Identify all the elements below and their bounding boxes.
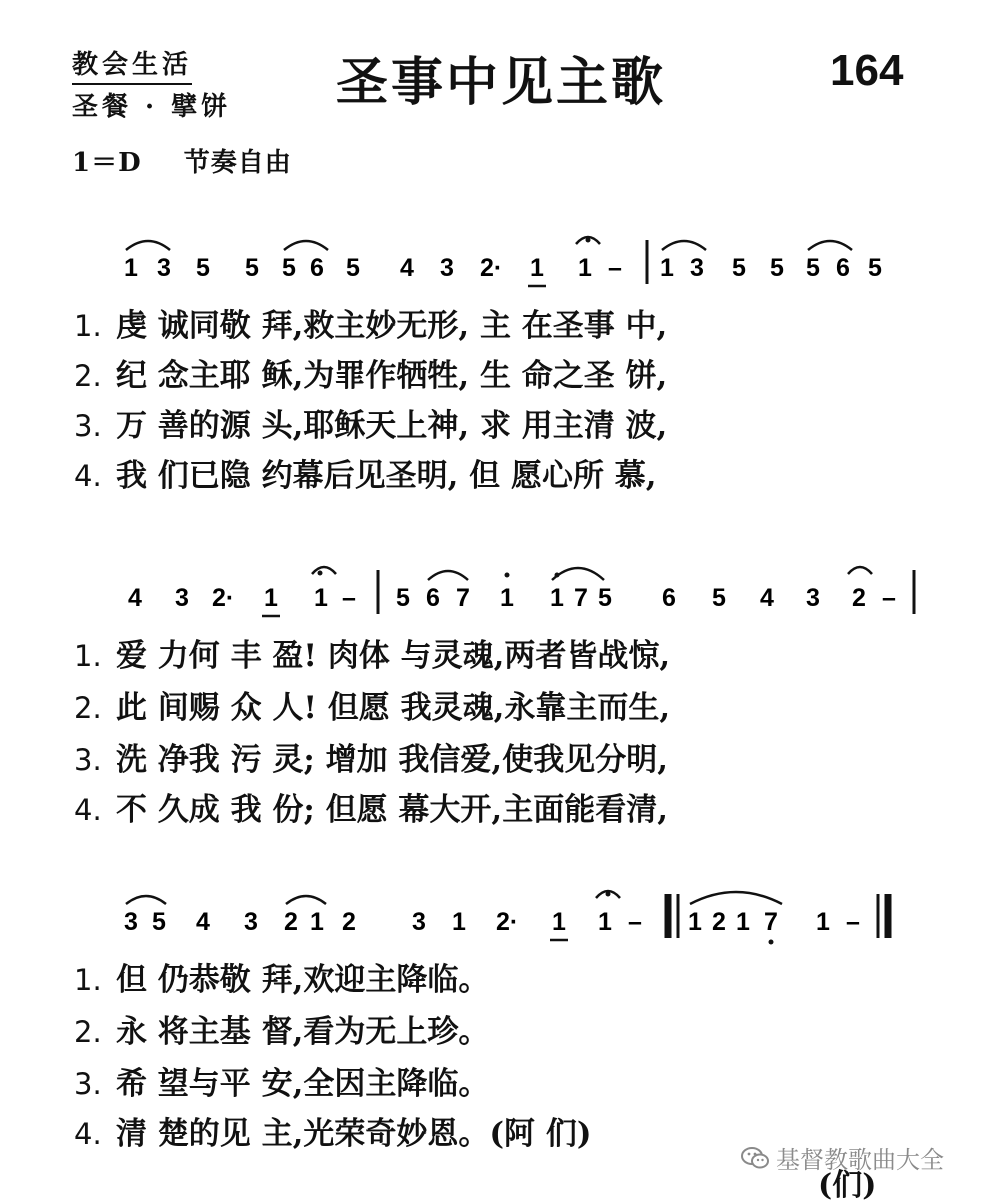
verse-number: 2.	[74, 691, 102, 725]
verse-line	[74, 630, 670, 675]
note: 6	[662, 584, 676, 612]
note: –	[846, 908, 860, 936]
wechat-icon	[740, 1145, 770, 1171]
note: 2	[342, 908, 356, 936]
note: 2	[852, 584, 866, 612]
verse-line	[74, 1006, 489, 1051]
note: 3	[440, 254, 454, 282]
note: 1	[264, 584, 278, 612]
note: 2·	[496, 908, 519, 936]
verse-text: 不 久成 我 份; 但愿 幕大开,主面能看清,	[116, 792, 668, 828]
verse-text: 纪 念主耶 稣,为罪作牺牲, 生 命之圣 饼,	[116, 358, 668, 394]
verse-line	[74, 450, 657, 495]
verse-text: 爱 力何 丰 盈! 肉体 与灵魂,两者皆战惊,	[116, 638, 671, 674]
note: 2	[284, 908, 298, 936]
note: 3	[175, 584, 189, 612]
note: 5	[282, 254, 296, 282]
fermata	[312, 567, 336, 574]
amen-tail: (们)	[818, 1168, 877, 1203]
slur	[428, 571, 468, 580]
note: 2	[712, 908, 726, 936]
note: –	[628, 908, 642, 936]
note: 6	[836, 254, 850, 282]
note: 1	[310, 908, 324, 936]
note: –	[882, 584, 896, 612]
hymn-number: 164	[830, 46, 904, 95]
note: 1	[550, 584, 564, 612]
note: 5	[245, 254, 259, 282]
note: 6	[310, 254, 324, 282]
category-line1: 教会生活	[72, 44, 192, 85]
note: 1	[452, 908, 466, 936]
note: 5	[152, 908, 166, 936]
verse-number: 4.	[74, 793, 102, 827]
verse-text: 希 望与平 安,全因主降临。	[116, 1066, 490, 1102]
note: 5	[346, 254, 360, 282]
verse-text: 但 仍恭敬 拜,欢迎主降临。	[116, 962, 490, 998]
verse-number: 2.	[74, 1015, 102, 1049]
note: 3	[157, 254, 171, 282]
note: 1	[688, 908, 702, 936]
slur	[552, 568, 604, 580]
verse-text: 清 楚的见 主,光荣奇妙恩。(阿 们)	[116, 1116, 592, 1152]
verse-text: 洗 净我 污 灵; 增加 我信爱,使我见分明,	[116, 742, 668, 778]
verse-text: 虔 诚同敬 拜,救主妙无形, 主 在圣事 中,	[116, 308, 668, 344]
slur	[808, 241, 852, 250]
verse-line	[74, 350, 667, 395]
verse-number: 4.	[74, 459, 102, 493]
note: 1	[660, 254, 674, 282]
watermark	[740, 1140, 944, 1175]
verse-text: 万 善的源 头,耶稣天上神, 求 用主清 波,	[116, 408, 668, 444]
low-dot	[769, 940, 774, 945]
note: 4	[400, 254, 414, 282]
note: 1	[314, 584, 328, 612]
fermata	[848, 567, 872, 574]
high-dot	[318, 571, 323, 576]
fermata-dot	[606, 892, 611, 897]
note: 5	[598, 584, 612, 612]
note: 3	[690, 254, 704, 282]
tempo-marking: 节奏自由	[183, 148, 292, 178]
verse-line	[74, 1058, 489, 1103]
note: –	[342, 584, 356, 612]
slur	[690, 892, 782, 904]
note: 5	[770, 254, 784, 282]
note: 1	[736, 908, 750, 936]
verse-number: 2.	[74, 359, 102, 393]
note: 5	[868, 254, 882, 282]
verse-text: 此 间赐 众 人! 但愿 我灵魂,永靠主而生,	[116, 690, 671, 726]
system-2-notes	[128, 567, 914, 616]
note: 4	[196, 908, 210, 936]
note: 5	[196, 254, 210, 282]
note: 4	[760, 584, 774, 612]
category-line2: 圣餐 · 擘饼	[72, 92, 232, 122]
high-dot	[505, 573, 510, 578]
note: 1	[124, 254, 138, 282]
verse-number: 1.	[74, 309, 102, 343]
note: 1	[530, 254, 544, 282]
note: 1	[500, 584, 514, 612]
note: 1	[816, 908, 830, 936]
note: –	[608, 254, 622, 282]
verse-line	[74, 784, 668, 829]
verse-number: 1.	[74, 963, 102, 997]
note: 5	[396, 584, 410, 612]
slur	[126, 896, 166, 904]
verse-line	[74, 682, 670, 727]
verse-text: 永 将主基 督,看为无上珍。	[116, 1014, 490, 1050]
hymn-title: 圣事中见主歌	[336, 52, 667, 113]
note: 1	[552, 908, 566, 936]
verse-number: 3.	[74, 409, 102, 443]
verse-number: 3.	[74, 743, 102, 777]
verse-line	[74, 954, 489, 999]
fermata-dot	[586, 238, 591, 243]
key-signature: 1＝D	[72, 148, 142, 178]
slur	[662, 241, 706, 250]
watermark-text: 基督教歌曲大全	[776, 1146, 944, 1174]
verse-number: 4.	[74, 1117, 102, 1151]
slur	[284, 241, 328, 250]
note: 6	[426, 584, 440, 612]
verse-number: 3.	[74, 1067, 102, 1101]
note: 5	[712, 584, 726, 612]
slur	[126, 241, 170, 250]
note: 3	[806, 584, 820, 612]
verse-line	[74, 400, 667, 445]
note: 2·	[212, 584, 235, 612]
note: 5	[732, 254, 746, 282]
verse-line	[74, 1108, 592, 1153]
note: 3	[412, 908, 426, 936]
note: 4	[128, 584, 142, 612]
verse-line	[74, 300, 667, 345]
note: 7	[574, 584, 588, 612]
note: 1	[578, 254, 592, 282]
note: 5	[806, 254, 820, 282]
verse-text: 我 们已隐 约幕后见圣明, 但 愿心所 慕,	[116, 458, 657, 494]
note: 2·	[480, 254, 503, 282]
note: 3	[124, 908, 138, 936]
verse-number: 1.	[74, 639, 102, 673]
system-1-notes	[124, 237, 882, 286]
note: 7	[764, 908, 778, 936]
note: 7	[456, 584, 470, 612]
note: 3	[244, 908, 258, 936]
verse-line	[74, 734, 668, 779]
system-3-notes	[124, 891, 888, 945]
slur	[286, 896, 326, 904]
note: 1	[598, 908, 612, 936]
